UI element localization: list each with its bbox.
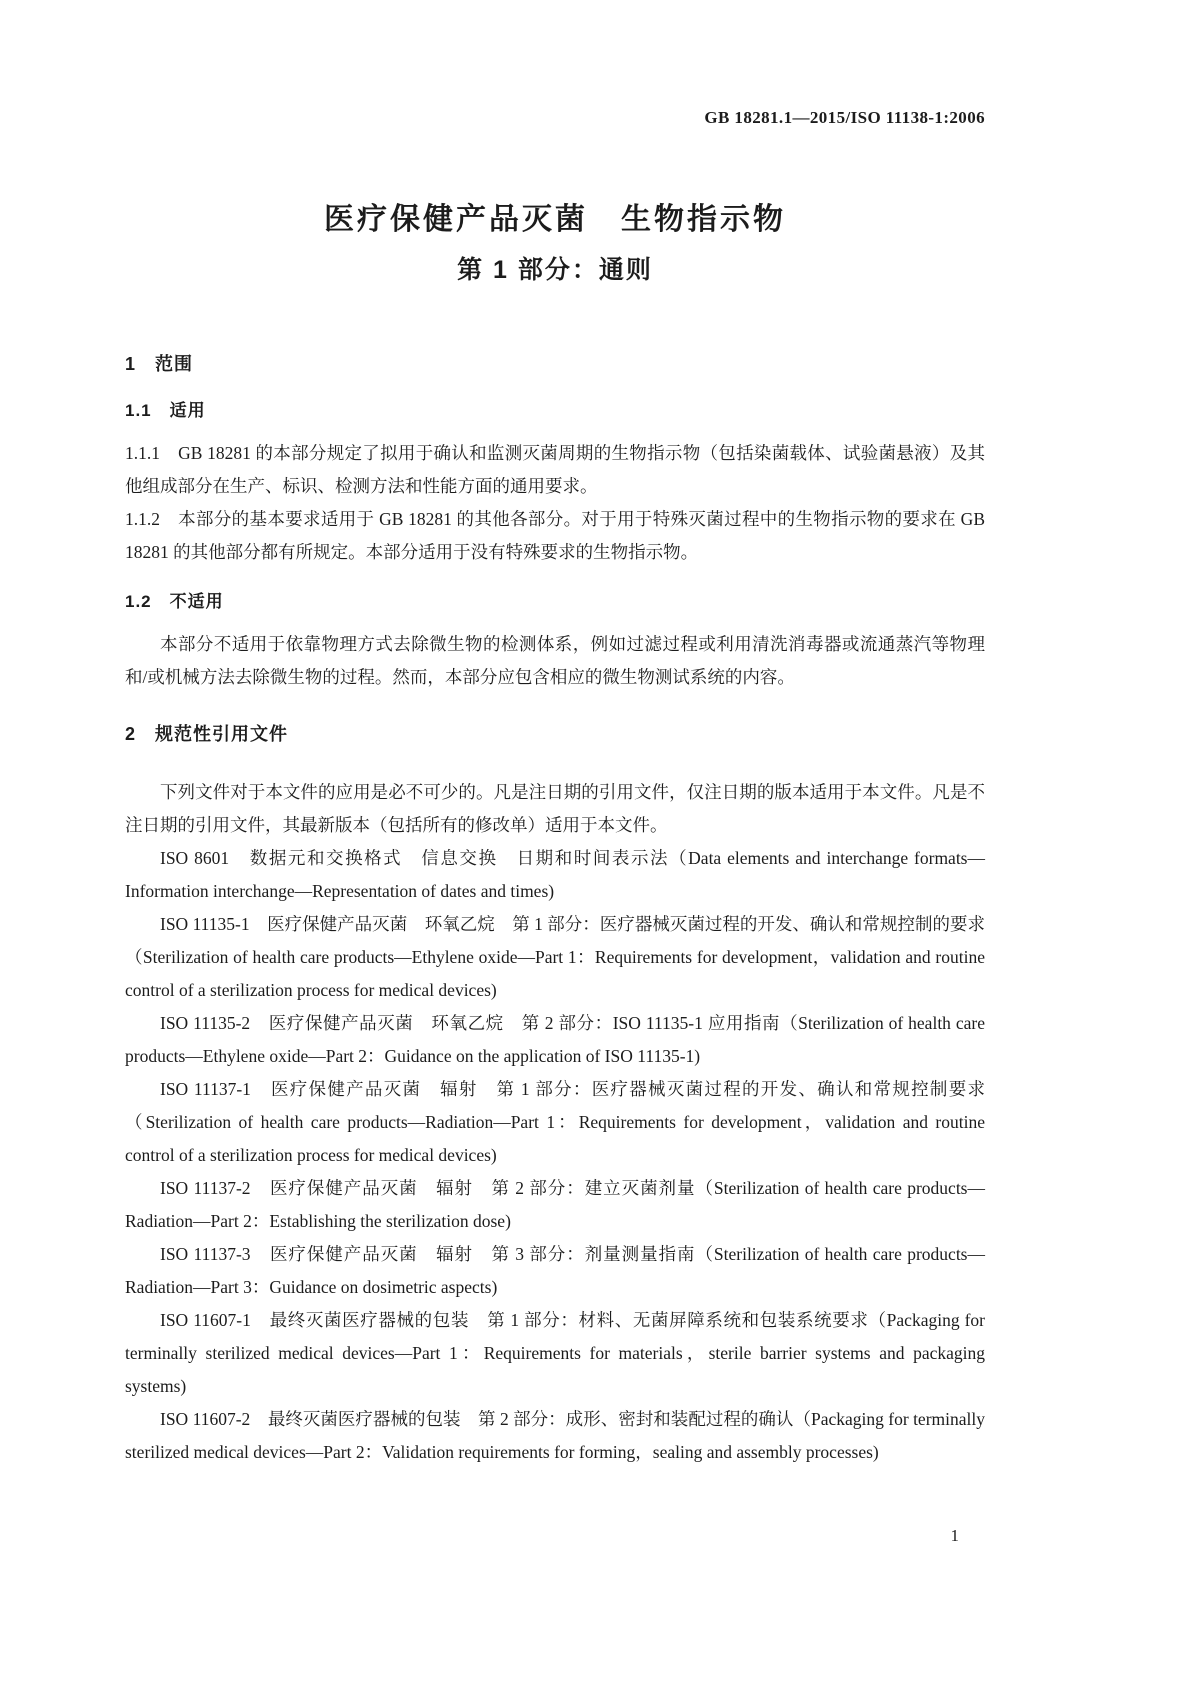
standard-code: GB 18281.1—2015/ISO 11138-1:2006	[704, 108, 985, 127]
section-1-2-heading: 1.2 不适用	[125, 592, 224, 611]
section-2-heading: 2 规范性引用文件	[125, 724, 289, 744]
page-content	[125, 0, 985, 1469]
paragraph-1-1-1: 1.1.1 GB 18281 的本部分规定了拟用于确认和监测灭菌周期的生物指示物（包括染菌载体、试验菌悬液）及其他组成部分在生产、标识、检测方法和性能方面的通用要求。	[125, 443, 985, 496]
paragraph-1-2: 本部分不适用于依靠物理方式去除微生物的检测体系，例如过滤过程或利用清洗消毒器或流通蒸汽等物理和/或机械方法去除微生物的过程。然而，本部分应包含相应的微生物测试系统的内容。	[125, 634, 985, 687]
reference-item-iso-8601: ISO 8601 数据元和交换格式 信息交换 日期和时间表示法（Data elements and interchange formats—Information interchange—Representation of dates and times)	[125, 848, 985, 901]
section-1-1-heading: 1.1 适用	[125, 401, 206, 420]
reference-item-iso-11135-1: ISO 11135-1 医疗保健产品灭菌 环氧乙烷 第 1 部分：医疗器械灭菌过程的开发、确认和常规控制的要求（Sterilization of health care products—Ethylene oxide—Part 1：Requirements for development，validation and routine control of a sterilization process for medical devices)	[125, 914, 985, 1000]
section-2-intro: 下列文件对于本文件的应用是必不可少的。凡是注日期的引用文件，仅注日期的版本适用于本文件。凡是不注日期的引用文件，其最新版本（包括所有的修改单）适用于本文件。	[125, 782, 985, 835]
section-1-heading: 1 范围	[125, 354, 194, 374]
reference-item-iso-11607-1: ISO 11607-1 最终灭菌医疗器械的包装 第 1 部分：材料、无菌屏障系统和包装系统要求（Packaging for terminally sterilized medical devices—Part 1：Requirements for materials，sterile barrier systems and packaging systems)	[125, 1310, 985, 1396]
reference-item-iso-11137-2: ISO 11137-2 医疗保健产品灭菌 辐射 第 2 部分：建立灭菌剂量（Sterilization of health care products—Radiation—Part 2：Establishing the sterilization dose)	[125, 1178, 985, 1231]
reference-item-iso-11137-1: ISO 11137-1 医疗保健产品灭菌 辐射 第 1 部分：医疗器械灭菌过程的开发、确认和常规控制要求（Sterilization of health care products—Radiation—Part 1：Requirements for development，validation and routine control of a sterilization process for medical devices)	[125, 1079, 985, 1165]
reference-item-iso-11607-2: ISO 11607-2 最终灭菌医疗器械的包装 第 2 部分：成形、密封和装配过程的确认（Packaging for terminally sterilized medical devices—Part 2：Validation requirements for forming，sealing and assembly processes)	[125, 1409, 985, 1462]
document-title: 医疗保健产品灭菌 生物指示物	[324, 203, 786, 236]
page-number: 1	[950, 1526, 959, 1545]
reference-item-iso-11137-3: ISO 11137-3 医疗保健产品灭菌 辐射 第 3 部分：剂量测量指南（Sterilization of health care products—Radiation—Part 3：Guidance on dosimetric aspects)	[125, 1244, 985, 1297]
document-subtitle: 第 1 部分：通则	[457, 256, 653, 284]
paragraph-1-1-2: 1.1.2 本部分的基本要求适用于 GB 18281 的其他各部分。对于用于特殊灭菌过程中的生物指示物的要求在 GB 18281 的其他部分都有所规定。本部分适用于没有特殊要求的生物指示物。	[125, 509, 985, 562]
reference-item-iso-11135-2: ISO 11135-2 医疗保健产品灭菌 环氧乙烷 第 2 部分：ISO 11135-1 应用指南（Sterilization of health care products—Ethylene oxide—Part 2：Guidance on the application of ISO 11135-1)	[125, 1013, 985, 1066]
